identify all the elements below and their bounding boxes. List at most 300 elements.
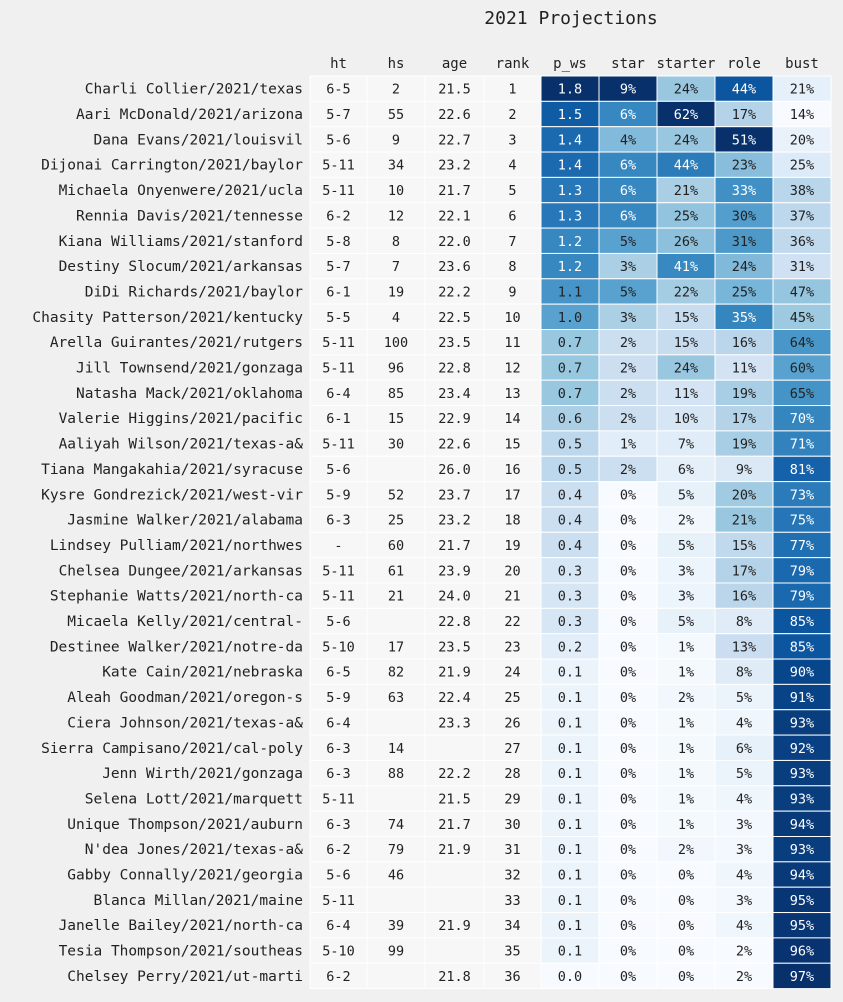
cell-hs <box>367 608 425 633</box>
cell-value-age: 21.8 <box>438 968 471 985</box>
cell-value-bust: 36% <box>789 233 815 250</box>
cell-hs <box>367 456 425 481</box>
cell-value-p_ws: 1.0 <box>557 309 583 326</box>
row-label: Selena Lott/2021/marquett <box>84 791 303 808</box>
cell-value-rank: 15 <box>504 436 521 453</box>
row-label: Tesia Thompson/2021/southeas <box>58 943 303 960</box>
cell-value-role: 2% <box>735 943 753 960</box>
row-label: Stephanie Watts/2021/north-ca <box>49 588 303 605</box>
cell-age <box>425 735 484 760</box>
cell-value-p_ws: 0.3 <box>557 563 583 580</box>
cell-value-starter: 26% <box>673 233 699 250</box>
cell-value-ht: 6-3 <box>326 740 351 757</box>
cell-value-rank: 11 <box>504 335 521 352</box>
cell-value-p_ws: 0.1 <box>557 791 583 808</box>
column-header-rank: rank <box>495 56 530 72</box>
cell-value-starter: 15% <box>673 309 699 326</box>
row-label: Chasity Patterson/2021/kentucky <box>32 309 303 326</box>
cell-value-role: 4% <box>735 791 753 808</box>
cell-value-p_ws: 1.1 <box>557 284 583 301</box>
cell-value-bust: 70% <box>789 411 815 428</box>
cell-value-rank: 17 <box>504 487 521 504</box>
cell-value-star: 0% <box>619 588 637 605</box>
cell-value-rank: 34 <box>504 918 521 935</box>
row-label: Dijonai Carrington/2021/baylor <box>41 157 303 174</box>
cell-value-age: 21.7 <box>438 183 471 200</box>
cell-hs <box>367 963 425 988</box>
cell-value-star: 6% <box>619 157 637 174</box>
cell-value-bust: 75% <box>789 512 815 529</box>
cell-value-starter: 11% <box>673 385 699 402</box>
cell-hs <box>367 710 425 735</box>
column-header-ht: ht <box>330 56 347 72</box>
row-label: Destinee Walker/2021/notre-da <box>49 639 303 656</box>
cell-value-bust: 64% <box>789 335 815 352</box>
cell-value-hs: 4 <box>391 309 401 326</box>
cell-value-ht: 5-9 <box>326 690 351 707</box>
cell-value-bust: 85% <box>789 614 815 631</box>
cell-value-ht: 5-11 <box>322 892 355 909</box>
cell-value-ht: 6-3 <box>326 766 351 783</box>
cell-value-ht: 5-11 <box>322 563 355 580</box>
cell-value-hs: 12 <box>387 208 405 225</box>
cell-value-rank: 30 <box>504 816 521 833</box>
cell-value-ht: 5-11 <box>322 335 355 352</box>
cell-value-role: 25% <box>731 284 757 301</box>
cell-value-bust: 77% <box>789 537 815 554</box>
cell-value-starter: 5% <box>677 537 695 554</box>
cell-value-role: 4% <box>735 715 753 732</box>
cell-value-star: 4% <box>619 132 637 149</box>
cell-value-p_ws: 0.7 <box>557 335 583 352</box>
cell-value-ht: - <box>334 537 343 554</box>
cell-value-p_ws: 0.0 <box>557 968 583 985</box>
cell-value-starter: 0% <box>677 943 695 960</box>
cell-value-hs: 61 <box>387 563 405 580</box>
cell-value-ht: 5-7 <box>326 107 351 124</box>
cell-value-starter: 1% <box>677 639 695 656</box>
cell-value-p_ws: 0.3 <box>557 588 583 605</box>
cell-value-age: 26.0 <box>438 461 471 478</box>
cell-value-ht: 5-6 <box>326 614 351 631</box>
cell-value-bust: 21% <box>789 81 815 98</box>
cell-value-ht: 5-10 <box>322 639 355 656</box>
cell-value-age: 22.8 <box>438 614 471 631</box>
cell-value-age: 22.5 <box>438 309 471 326</box>
cell-value-role: 23% <box>731 157 757 174</box>
cell-hs <box>367 887 425 912</box>
cell-value-role: 31% <box>731 233 757 250</box>
cell-value-starter: 0% <box>677 968 695 985</box>
cell-value-rank: 18 <box>504 512 521 529</box>
cell-value-rank: 5 <box>508 183 517 200</box>
cell-value-starter: 6% <box>677 461 695 478</box>
cell-value-role: 3% <box>735 816 753 833</box>
cell-value-bust: 65% <box>789 385 815 402</box>
cell-value-starter: 24% <box>673 81 699 98</box>
cell-value-role: 17% <box>731 563 757 580</box>
row-label: Natasha Mack/2021/oklahoma <box>76 385 303 402</box>
cell-value-hs: 55 <box>387 107 405 124</box>
cell-value-bust: 37% <box>789 208 815 225</box>
cell-value-starter: 1% <box>677 816 695 833</box>
cell-value-rank: 14 <box>504 411 521 428</box>
cell-value-hs: 14 <box>387 740 405 757</box>
cell-value-hs: 82 <box>387 664 405 681</box>
cell-value-ht: 5-5 <box>326 309 351 326</box>
cell-value-hs: 9 <box>391 132 401 149</box>
cell-value-star: 0% <box>619 842 637 859</box>
cell-value-rank: 16 <box>504 461 521 478</box>
cell-value-role: 19% <box>731 385 757 402</box>
cell-value-starter: 0% <box>677 918 695 935</box>
cell-value-star: 0% <box>619 968 637 985</box>
cell-value-role: 3% <box>735 892 753 909</box>
cell-value-starter: 2% <box>677 842 695 859</box>
column-header-starter: starter <box>656 56 716 72</box>
cell-value-role: 35% <box>731 309 757 326</box>
cell-value-starter: 1% <box>677 740 695 757</box>
cell-value-starter: 3% <box>677 588 695 605</box>
row-label: Tiana Mangakahia/2021/syracuse <box>41 461 303 478</box>
cell-value-p_ws: 1.3 <box>557 208 583 225</box>
cell-value-rank: 32 <box>504 867 521 884</box>
cell-value-age: 22.1 <box>438 208 471 225</box>
cell-value-rank: 33 <box>504 892 521 909</box>
cell-value-bust: 60% <box>789 360 815 377</box>
row-label: Valerie Higgins/2021/pacific <box>58 411 303 428</box>
cell-value-bust: 93% <box>789 766 815 783</box>
cell-value-bust: 38% <box>789 183 815 200</box>
cell-value-role: 5% <box>735 690 753 707</box>
row-label: Kate Cain/2021/nebraska <box>102 664 303 681</box>
cell-value-ht: 5-6 <box>326 867 351 884</box>
cell-value-star: 2% <box>619 360 637 377</box>
cell-value-rank: 36 <box>504 968 521 985</box>
cell-value-bust: 92% <box>789 740 815 757</box>
cell-value-ht: 6-1 <box>326 411 351 428</box>
cell-value-rank: 27 <box>504 740 521 757</box>
cell-value-rank: 12 <box>504 360 521 377</box>
cell-value-ht: 6-2 <box>326 208 351 225</box>
cell-value-star: 0% <box>619 918 637 935</box>
cell-value-ht: 5-11 <box>322 588 355 605</box>
cell-value-bust: 71% <box>789 436 815 453</box>
row-label: Kysre Gondrezick/2021/west-vir <box>41 487 303 504</box>
cell-value-age: 23.7 <box>438 487 471 504</box>
cell-value-hs: 74 <box>387 816 405 833</box>
cell-value-role: 8% <box>735 614 753 631</box>
cell-value-starter: 1% <box>677 766 695 783</box>
cell-value-age: 21.7 <box>438 537 471 554</box>
cell-value-ht: 5-11 <box>322 157 355 174</box>
cell-value-ht: 5-6 <box>326 132 351 149</box>
cell-value-rank: 26 <box>504 715 521 732</box>
cell-value-role: 2% <box>735 968 753 985</box>
cell-value-bust: 96% <box>789 943 815 960</box>
cell-value-p_ws: 0.5 <box>557 461 583 478</box>
cell-value-starter: 24% <box>673 360 699 377</box>
row-label: Ciera Johnson/2021/texas-a& <box>67 715 303 732</box>
cell-value-role: 4% <box>735 918 753 935</box>
row-label: Jasmine Walker/2021/alabama <box>67 512 303 529</box>
cell-value-hs: 21 <box>387 588 405 605</box>
cell-value-ht: 6-5 <box>326 664 351 681</box>
cell-value-role: 17% <box>731 411 757 428</box>
cell-value-role: 16% <box>731 588 757 605</box>
cell-value-rank: 2 <box>508 107 517 124</box>
row-label: Arella Guirantes/2021/rutgers <box>49 335 303 352</box>
cell-value-bust: 45% <box>789 309 815 326</box>
cell-value-ht: 5-11 <box>322 791 355 808</box>
cell-value-rank: 9 <box>508 284 517 301</box>
cell-value-rank: 8 <box>508 259 517 276</box>
cell-value-starter: 1% <box>677 664 695 681</box>
cell-value-star: 0% <box>619 867 637 884</box>
row-label: Jill Townsend/2021/gonzaga <box>76 360 303 377</box>
cell-value-p_ws: 0.1 <box>557 918 583 935</box>
cell-value-rank: 29 <box>504 791 521 808</box>
row-label: Micaela Kelly/2021/central- <box>67 614 303 631</box>
cell-value-age: 21.9 <box>438 664 471 681</box>
cell-value-starter: 1% <box>677 791 695 808</box>
cell-value-hs: 46 <box>387 867 405 884</box>
cell-value-ht: 6-2 <box>326 968 351 985</box>
cell-value-p_ws: 1.3 <box>557 183 583 200</box>
cell-value-rank: 22 <box>504 614 521 631</box>
cell-value-ht: 6-3 <box>326 512 351 529</box>
cell-value-star: 0% <box>619 740 637 757</box>
cell-value-rank: 23 <box>504 639 521 656</box>
cell-value-hs: 96 <box>387 360 405 377</box>
cell-value-bust: 94% <box>789 816 815 833</box>
cell-age <box>425 938 484 963</box>
column-header-bust: bust <box>785 56 819 72</box>
column-header-role: role <box>727 56 761 72</box>
row-label: Aleah Goodman/2021/oregon-s <box>67 690 303 707</box>
cell-value-star: 5% <box>619 284 637 301</box>
cell-value-p_ws: 0.4 <box>557 487 583 504</box>
cell-value-bust: 93% <box>789 791 815 808</box>
cell-value-star: 2% <box>619 385 637 402</box>
cell-value-p_ws: 0.7 <box>557 360 583 377</box>
cell-value-starter: 62% <box>673 107 699 124</box>
cell-value-p_ws: 0.6 <box>557 411 583 428</box>
cell-value-bust: 31% <box>789 259 815 276</box>
cell-value-age: 23.5 <box>438 639 471 656</box>
row-label: Chelsey Perry/2021/ut-marti <box>67 968 303 985</box>
cell-value-star: 2% <box>619 461 637 478</box>
cell-value-ht: 6-5 <box>326 81 351 98</box>
cell-value-bust: 95% <box>789 918 815 935</box>
cell-value-star: 0% <box>619 614 637 631</box>
cell-value-age: 22.7 <box>438 132 471 149</box>
cell-value-p_ws: 1.4 <box>557 157 583 174</box>
cell-value-star: 2% <box>619 411 637 428</box>
cell-value-hs: 100 <box>383 335 409 352</box>
row-label: Jenn Wirth/2021/gonzaga <box>102 766 303 783</box>
cell-value-star: 3% <box>619 309 637 326</box>
cell-value-age: 23.5 <box>438 335 471 352</box>
cell-value-starter: 15% <box>673 335 699 352</box>
cell-value-bust: 90% <box>789 664 815 681</box>
cell-value-rank: 31 <box>504 842 521 859</box>
cell-value-age: 22.8 <box>438 360 471 377</box>
cell-value-role: 44% <box>731 81 757 98</box>
cell-value-p_ws: 0.4 <box>557 512 583 529</box>
cell-value-bust: 95% <box>789 892 815 909</box>
cell-value-hs: 88 <box>387 766 405 783</box>
cell-value-age: 24.0 <box>438 588 471 605</box>
cell-value-ht: 5-7 <box>326 259 351 276</box>
cell-value-age: 23.4 <box>438 385 471 402</box>
column-header-p_ws: p_ws <box>553 56 587 72</box>
cell-value-ht: 6-4 <box>326 715 351 732</box>
cell-value-star: 0% <box>619 512 637 529</box>
cell-value-starter: 3% <box>677 563 695 580</box>
cell-value-hs: 8 <box>391 233 401 250</box>
cell-value-p_ws: 0.1 <box>557 867 583 884</box>
cell-value-starter: 41% <box>673 259 699 276</box>
cell-value-role: 11% <box>731 360 757 377</box>
cell-value-rank: 1 <box>508 81 517 98</box>
cell-value-star: 1% <box>619 436 637 453</box>
row-label: Blanca Millan/2021/maine <box>93 892 303 909</box>
row-label: Michaela Onyenwere/2021/ucla <box>58 183 303 200</box>
cell-value-rank: 4 <box>508 157 517 174</box>
cell-value-bust: 79% <box>789 563 815 580</box>
row-label: DiDi Richards/2021/baylor <box>84 284 303 301</box>
cell-value-star: 0% <box>619 943 637 960</box>
cell-value-ht: 5-8 <box>326 233 351 250</box>
cell-value-starter: 2% <box>677 512 695 529</box>
cell-value-role: 8% <box>735 664 753 681</box>
cell-value-star: 0% <box>619 892 637 909</box>
cell-value-starter: 44% <box>673 157 699 174</box>
cell-value-role: 16% <box>731 335 757 352</box>
cell-value-star: 0% <box>619 639 637 656</box>
cell-value-age: 23.3 <box>438 715 471 732</box>
chart-title: 2021 Projections <box>484 8 658 29</box>
cell-value-ht: 6-4 <box>326 918 351 935</box>
cell-value-rank: 10 <box>504 309 521 326</box>
cell-value-hs: 79 <box>387 842 405 859</box>
cell-value-age: 22.9 <box>438 411 471 428</box>
cell-value-age: 22.2 <box>438 766 471 783</box>
cell-value-hs: 85 <box>387 385 405 402</box>
cell-value-star: 0% <box>619 715 637 732</box>
cell-value-rank: 13 <box>504 385 521 402</box>
cell-value-p_ws: 0.7 <box>557 385 583 402</box>
column-header-age: age <box>441 56 468 72</box>
cell-value-star: 0% <box>619 690 637 707</box>
cell-value-role: 51% <box>731 132 757 149</box>
cell-value-star: 6% <box>619 107 637 124</box>
cell-value-star: 9% <box>619 81 637 98</box>
cell-value-star: 2% <box>619 335 637 352</box>
cell-value-hs: 99 <box>387 943 405 960</box>
cell-value-starter: 0% <box>677 892 695 909</box>
cell-value-bust: 97% <box>789 968 815 985</box>
row-label: Kiana Williams/2021/stanford <box>58 233 303 250</box>
cell-value-role: 17% <box>731 107 757 124</box>
cell-value-star: 6% <box>619 208 637 225</box>
cell-value-age: 22.6 <box>438 107 471 124</box>
cell-value-rank: 6 <box>508 208 517 225</box>
cell-value-rank: 19 <box>504 537 521 554</box>
cell-value-rank: 24 <box>504 664 521 681</box>
cell-value-p_ws: 0.1 <box>557 740 583 757</box>
cell-value-role: 3% <box>735 842 753 859</box>
cell-value-star: 6% <box>619 183 637 200</box>
cell-value-bust: 81% <box>789 461 815 478</box>
cell-value-hs: 34 <box>387 157 405 174</box>
cell-value-starter: 24% <box>673 132 699 149</box>
row-label: Sierra Campisano/2021/cal-poly <box>41 740 303 757</box>
cell-value-hs: 60 <box>387 537 405 554</box>
cell-value-p_ws: 0.5 <box>557 436 583 453</box>
cell-value-ht: 5-11 <box>322 360 355 377</box>
cell-value-rank: 3 <box>508 132 517 149</box>
row-label: Aaliyah Wilson/2021/texas-a& <box>58 436 303 453</box>
cell-value-starter: 5% <box>677 614 695 631</box>
cell-value-p_ws: 0.1 <box>557 943 583 960</box>
cell-value-star: 0% <box>619 664 637 681</box>
cell-value-bust: 91% <box>789 690 815 707</box>
cell-value-ht: 5-9 <box>326 487 351 504</box>
row-label: Lindsey Pulliam/2021/northwes <box>49 537 303 554</box>
cell-value-role: 13% <box>731 639 757 656</box>
cell-value-bust: 25% <box>789 157 815 174</box>
cell-value-star: 0% <box>619 816 637 833</box>
cell-value-ht: 6-1 <box>326 284 351 301</box>
cell-value-role: 33% <box>731 183 757 200</box>
cell-value-star: 0% <box>619 537 637 554</box>
cell-value-rank: 21 <box>504 588 521 605</box>
cell-value-role: 5% <box>735 766 753 783</box>
cell-value-bust: 14% <box>789 107 815 124</box>
cell-value-starter: 0% <box>677 867 695 884</box>
row-label: Aari McDonald/2021/arizona <box>76 107 303 124</box>
cell-value-hs: 19 <box>387 284 405 301</box>
cell-value-rank: 7 <box>508 233 517 250</box>
cell-value-ht: 5-11 <box>322 436 355 453</box>
row-label: Unique Thompson/2021/auburn <box>67 816 303 833</box>
cell-value-age: 22.0 <box>438 233 471 250</box>
cell-value-starter: 5% <box>677 487 695 504</box>
cell-value-star: 5% <box>619 233 637 250</box>
cell-value-p_ws: 1.5 <box>557 107 583 124</box>
cell-value-p_ws: 0.4 <box>557 537 583 554</box>
cell-value-rank: 28 <box>504 766 521 783</box>
row-label: N'dea Jones/2021/texas-a& <box>84 842 303 859</box>
cell-value-p_ws: 0.1 <box>557 892 583 909</box>
cell-value-hs: 15 <box>387 411 405 428</box>
cell-value-star: 0% <box>619 791 637 808</box>
row-label: Chelsea Dungee/2021/arkansas <box>58 563 303 580</box>
cell-value-ht: 6-3 <box>326 816 351 833</box>
cell-value-hs: 63 <box>387 690 405 707</box>
cell-value-hs: 30 <box>387 436 405 453</box>
cell-value-p_ws: 0.1 <box>557 664 583 681</box>
cell-value-star: 0% <box>619 487 637 504</box>
row-label: Gabby Connally/2021/georgia <box>67 867 303 884</box>
cell-value-age: 21.9 <box>438 918 471 935</box>
cell-value-age: 21.5 <box>438 81 471 98</box>
cell-value-age: 23.6 <box>438 259 471 276</box>
cell-value-star: 3% <box>619 259 637 276</box>
cell-value-hs: 17 <box>387 639 405 656</box>
